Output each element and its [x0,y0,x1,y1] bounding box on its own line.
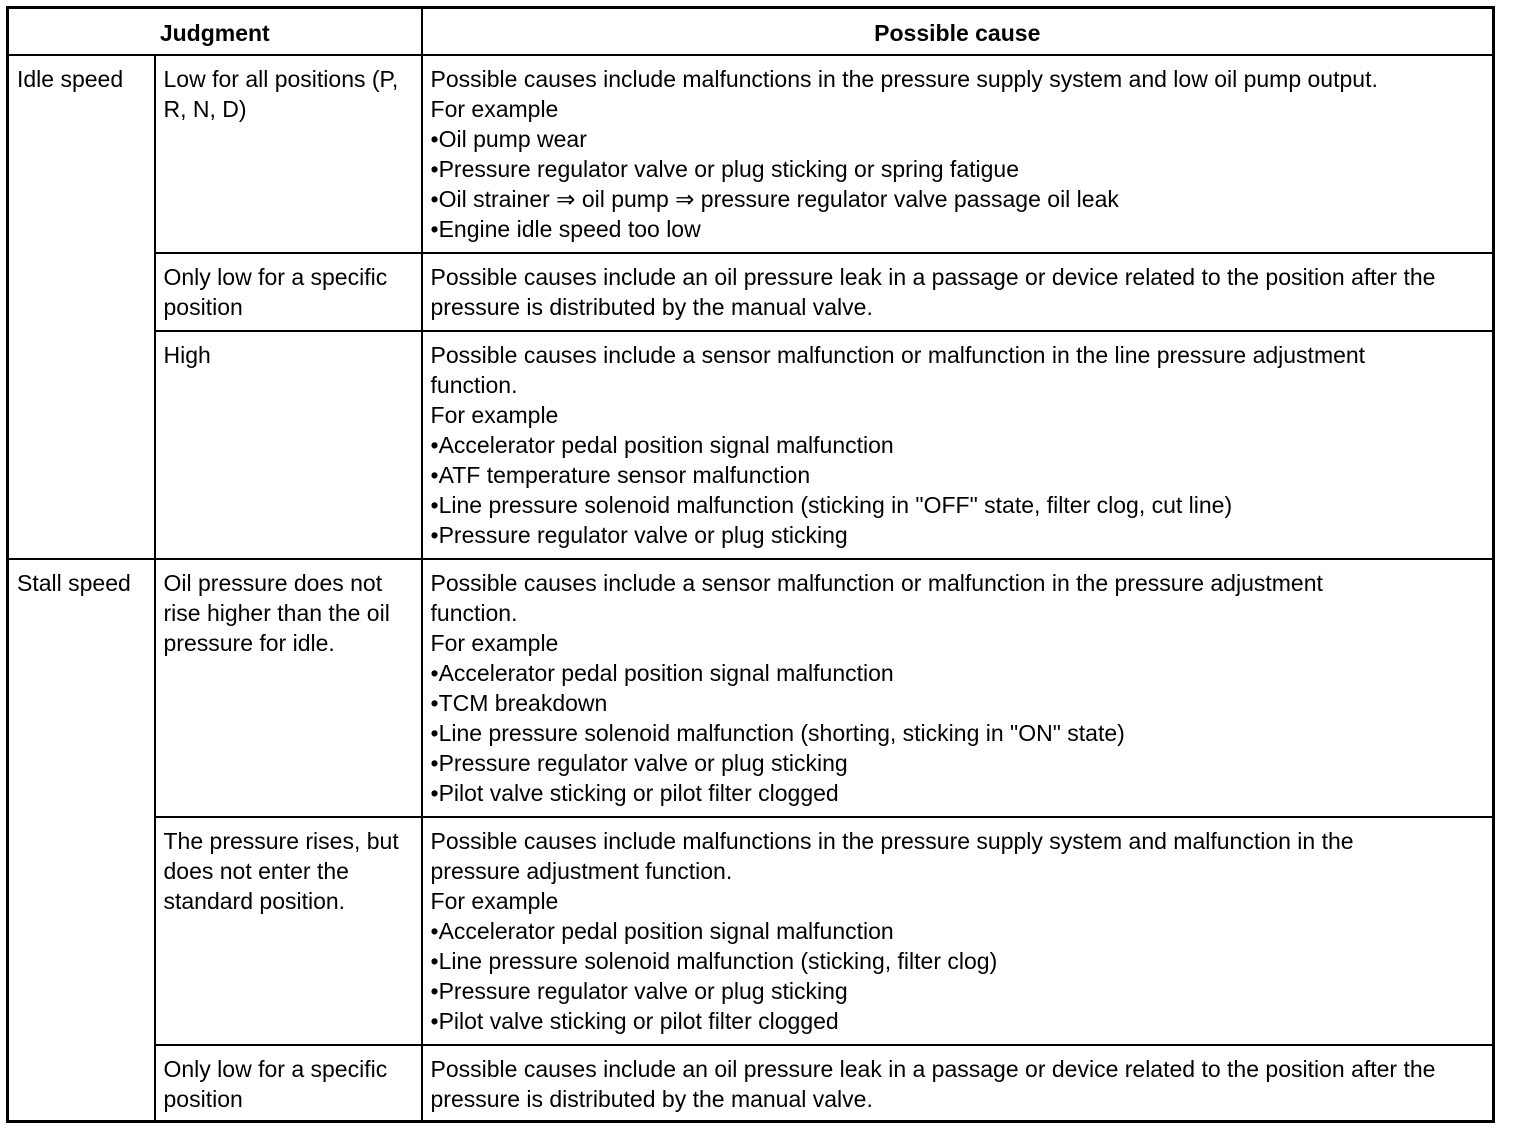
condition-cell: High [155,331,422,559]
table-row [8,559,1494,817]
table-row [8,55,1494,253]
cause-bullet: • Pilot valve sticking or pilot filter clogged [431,1006,1486,1036]
table-row [8,1045,1494,1121]
cause-cell [422,55,1494,253]
cause-bullet: • Accelerator pedal position signal malfunction [431,916,1486,946]
cause-cell [422,817,1494,1045]
condition-cell: Low for all positions (P, R, N, D) [155,55,422,253]
cause-intro: Possible causes include a sensor malfunction or malfunction in the pressure adjustment function. [430,570,1323,626]
table-row [8,817,1494,1045]
cause-intro: Possible causes include malfunctions in the pressure supply system and malfunction in the pressure adjustment function. [430,828,1354,884]
cause-bullet: • ATF temperature sensor malfunction [431,460,1486,490]
cause-bullet: • Line pressure solenoid malfunction (sticking in "OFF" state, filter clog, cut line) [431,490,1486,520]
header-judgment: Judgment [8,8,422,56]
cause-bullet: • Oil strainer ⇒ oil pump ⇒ pressure regulator valve passage oil leak [431,184,1486,214]
cause-bullet: • Pressure regulator valve or plug sticking [431,976,1486,1006]
judgment-cause-table [6,6,1495,1123]
cause-bullet: • TCM breakdown [431,688,1486,718]
cause-bullet: • Accelerator pedal position signal malfunction [431,658,1486,688]
cause-bullet: • Pressure regulator valve or plug sticking [431,520,1486,550]
cause-bullet: • Pressure regulator valve or plug sticking or spring fatigue [431,154,1486,184]
condition-cell: Only low for a specific position [155,1045,422,1121]
example-label: For example [430,630,559,656]
example-label: For example [430,402,559,428]
header-possible-cause: Possible cause [422,8,1494,56]
table-row [8,331,1494,559]
category-stall-speed: Stall speed [8,559,155,1121]
category-idle-speed: Idle speed [8,55,155,559]
cause-intro: Possible causes include malfunctions in the pressure supply system and low oil pump output. [430,66,1378,92]
cause-bullet: • Pilot valve sticking or pilot filter clogged [431,778,1486,808]
cause-bullet: • Accelerator pedal position signal malfunction [431,430,1486,460]
cause-intro: Possible causes include a sensor malfunction or malfunction in the line pressure adjustment function. [430,342,1366,398]
cause-bullet: • Pressure regulator valve or plug sticking [431,748,1486,778]
cause-bullet: • Engine idle speed too low [431,214,1486,244]
cause-cell [422,559,1494,817]
cause-bullet: • Line pressure solenoid malfunction (sticking, filter clog) [431,946,1486,976]
table-row [8,253,1494,331]
cause-cell: Possible causes include an oil pressure leak in a passage or device related to the position after the pressure is distributed by the manual valve. [422,1045,1494,1121]
cause-bullet: • Oil pump wear [431,124,1486,154]
cause-cell: Possible causes include an oil pressure leak in a passage or device related to the position after the pressure is distributed by the manual valve. [422,253,1494,331]
table-header-row [8,8,1494,56]
cause-bullet: • Line pressure solenoid malfunction (shorting, sticking in "ON" state) [431,718,1486,748]
condition-cell: Only low for a specific position [155,253,422,331]
example-label: For example [430,96,559,122]
condition-cell: The pressure rises, but does not enter the standard position. [155,817,422,1045]
example-label: For example [430,888,559,914]
condition-cell: Oil pressure does not rise higher than the oil pressure for idle. [155,559,422,817]
cause-cell [422,331,1494,559]
